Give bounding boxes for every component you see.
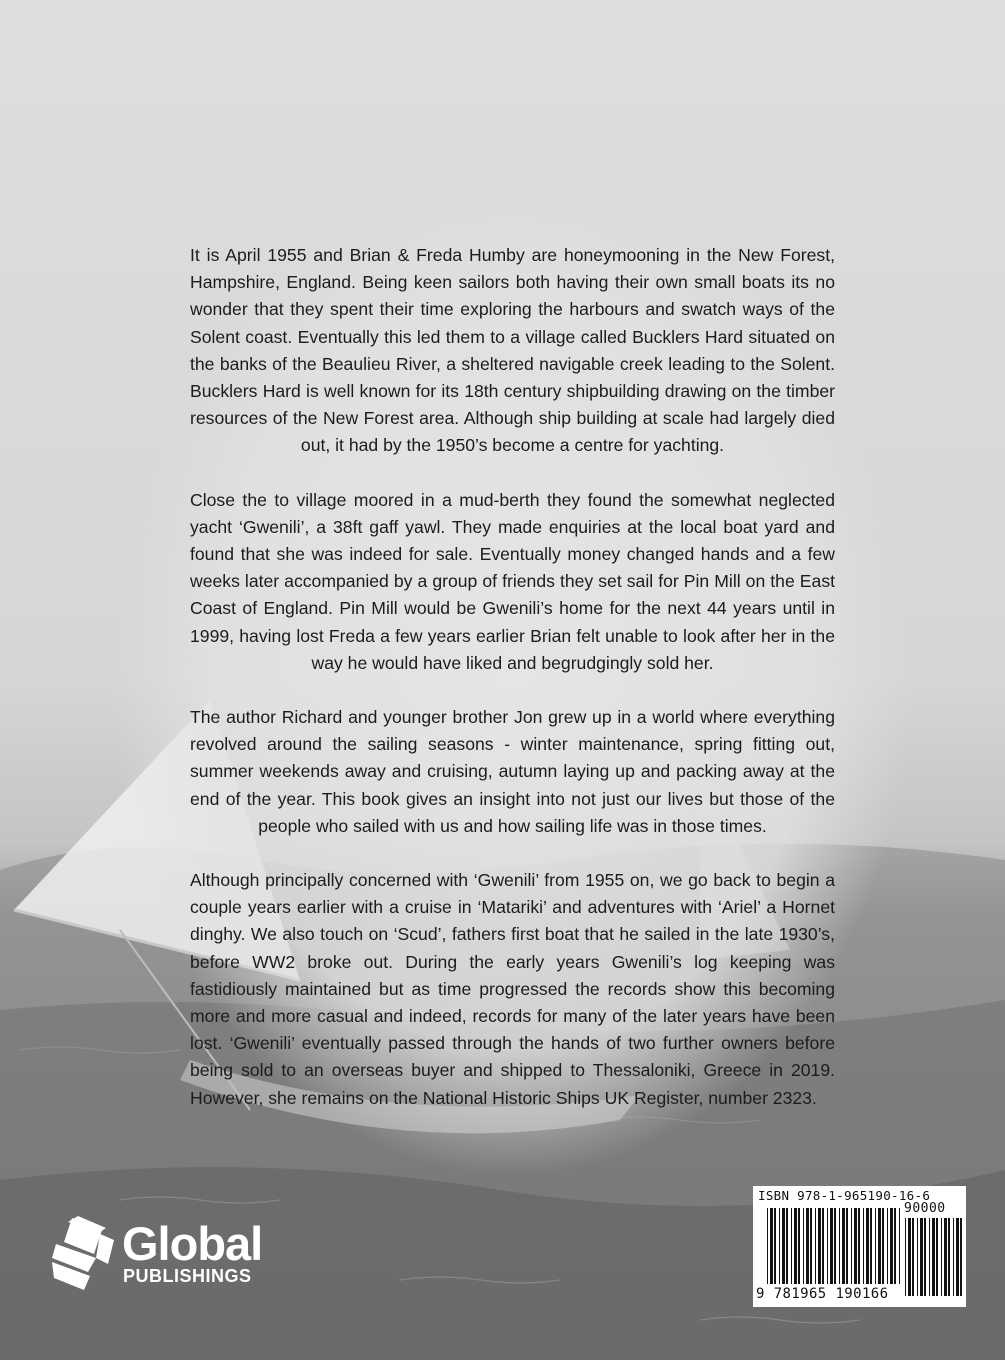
barcode-bar: [878, 1208, 881, 1284]
barcode-bar: [920, 1218, 923, 1296]
barcode-bar: [858, 1208, 860, 1284]
back-cover-blurb: [190, 242, 835, 1139]
stacked-books-icon: [50, 1214, 118, 1292]
barcode-bar: [905, 1218, 906, 1296]
barcode-bar: [842, 1208, 845, 1284]
barcode-bar: [798, 1208, 800, 1284]
ean-digits: 9 781965 190166: [756, 1286, 889, 1302]
blurb-paragraph: The author Richard and younger brother Jon grew up in a world where everything revolved around the sailing seasons - winter maintenance, spring fitting out, summer weekends away and cruising, autumn laying up and packing away at the end of the year. This book gives an insight into not just our lives but those of the people who sailed with us and how sailing life was in those times.: [190, 707, 835, 836]
barcode-bar: [810, 1208, 812, 1284]
barcode-bar: [782, 1208, 785, 1284]
barcode-bar: [960, 1218, 962, 1296]
blurb-paragraph: Although principally concerned with ‘Gwenili’ from 1955 on, we go back to begin a couple years earlier with a cruise in ‘Matariki’ and adventures with ‘Ariel’ a Hornet dinghy. We also touch on ‘Scud’, fathers first boat that he sailed in the late 1930’s, before WW2 broke out. During the early years Gwenili’s log keeping was fastidiously maintained but as time progressed the records show this becoming more and more casual and indeed, records for many of the later years have been lost. ‘Gwenili’ eventually passed through the hands of two further owners before being sold to an overseas buyer and shipped to Thessaloniki, Greece in 2019. However, she remains on the National Historic Ships UK Register, number 2323.: [190, 870, 835, 1108]
barcode-bar: [894, 1208, 896, 1284]
barcode-bar: [827, 1208, 828, 1284]
barcode-bar: [851, 1208, 852, 1284]
barcode-bar: [854, 1208, 857, 1284]
publisher-name: Global: [122, 1217, 263, 1270]
barcode-bar: [822, 1208, 824, 1284]
barcode-bar: [899, 1208, 900, 1284]
barcode-bar: [846, 1208, 848, 1284]
barcode-bar: [830, 1208, 833, 1284]
barcode-bar: [953, 1218, 954, 1296]
barcode-bar: [936, 1218, 938, 1296]
barcode-addon-price: 90000: [904, 1201, 946, 1216]
barcode-bar: [839, 1208, 840, 1284]
isbn-barcode: [753, 1186, 966, 1307]
barcode-bar: [924, 1218, 926, 1296]
blurb-paragraph: Close the to village moored in a mud-berth they found the somewhat neglected yacht ‘Gwenili’, a 38ft gaff yawl. They made enquiries at the local boat yard and found that she was indeed for sale. Eventually money changed hands and a few weeks later accompanied by a group of friends they set sail for Pin Mill on the East Coast of England. Pin Mill would be Gwenili’s home for the next 44 years until in 1999, having lost Freda a few years earlier Brian felt unable to look after her in the way he would have liked and begrudgingly sold her.: [190, 489, 835, 673]
barcode-bar: [956, 1218, 959, 1296]
barcode-bar: [875, 1208, 876, 1284]
barcode-bar: [944, 1218, 947, 1296]
isbn-label: ISBN 978-1-965190-16-6: [758, 1188, 931, 1203]
barcode-bar: [834, 1208, 836, 1284]
barcode-bar: [786, 1208, 788, 1284]
barcode-bar: [890, 1208, 893, 1284]
barcode-bar: [791, 1208, 792, 1284]
barcode-bar: [806, 1208, 809, 1284]
barcode-bar: [908, 1218, 911, 1296]
barcode-bar: [882, 1208, 884, 1284]
barcode-bar: [870, 1208, 872, 1284]
barcode-bar: [912, 1218, 914, 1296]
publisher-subtitle: PUBLISHINGS: [123, 1266, 252, 1286]
barcode-bar: [815, 1208, 816, 1284]
barcode-bar: [866, 1208, 869, 1284]
barcode-bar: [770, 1208, 773, 1284]
barcode-bar: [917, 1218, 918, 1296]
barcode-bar: [774, 1208, 776, 1284]
blurb-paragraph: It is April 1955 and Brian & Freda Humby are honeymooning in the New Forest, Hampshire, England. Being keen sailors both having their own small boats its no wonder that they spent their time exploring the harbours and swatch ways of the Solent coast. Eventually this led them to a village called Bucklers Hard situated on the banks of the Beaulieu River, a sheltered navigable creek leading to the Solent. Bucklers Hard is well known for its 18th century shipbuilding drawing on the timber resources of the New Forest area. Although ship building at scale had largely died out, it had by the 1950’s become a centre for yachting.: [190, 245, 835, 456]
barcode-bar: [948, 1218, 950, 1296]
barcode-bar: [863, 1208, 864, 1284]
barcode-bar: [767, 1208, 768, 1284]
barcode-bar: [794, 1208, 797, 1284]
barcode-bar: [929, 1218, 930, 1296]
barcode-bar: [932, 1218, 935, 1296]
barcode-bar: [941, 1218, 942, 1296]
barcode-bar: [818, 1208, 821, 1284]
barcode-bar: [803, 1208, 804, 1284]
publisher-logo: [50, 1214, 280, 1294]
barcode-bar: [887, 1208, 888, 1284]
barcode-bar: [779, 1208, 780, 1284]
